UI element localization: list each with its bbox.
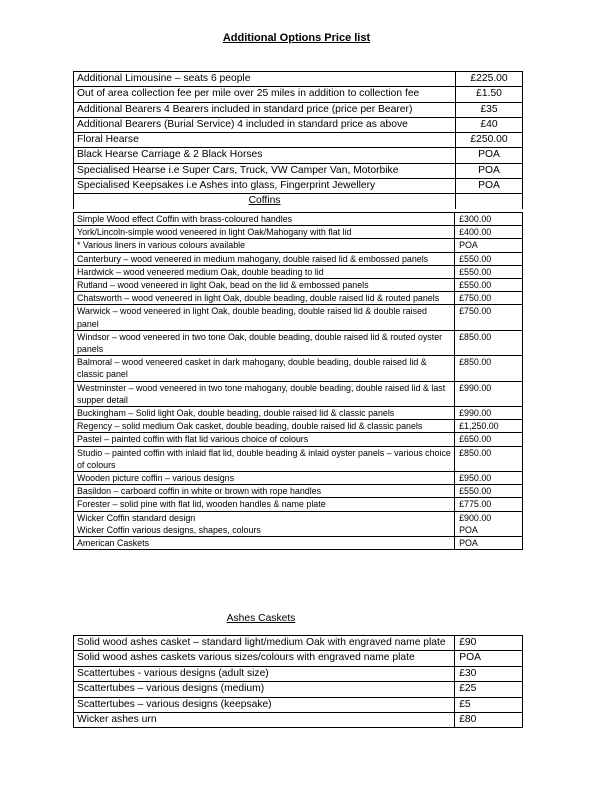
ashes-row xyxy=(74,713,523,728)
ashes-row xyxy=(74,666,523,681)
coffin-price: £850.00 xyxy=(455,356,523,381)
wicker-row xyxy=(74,511,523,536)
option-price: £250.00 xyxy=(456,133,523,148)
coffin-price: £550.00 xyxy=(455,252,523,265)
coffin-row xyxy=(74,330,523,355)
option-row xyxy=(74,179,523,194)
coffin-row xyxy=(74,407,523,420)
option-desc: Floral Hearse xyxy=(74,133,456,148)
page-title: Additional Options Price list xyxy=(222,32,371,44)
ashes-price: £30 xyxy=(455,666,523,681)
coffin-row xyxy=(74,381,523,406)
option-price: £225.00 xyxy=(456,72,523,87)
option-price: £1.50 xyxy=(456,87,523,102)
coffin-row xyxy=(74,239,523,252)
coffin-row xyxy=(74,213,523,226)
coffin-row xyxy=(74,305,523,330)
option-desc: Specialised Keepsakes i.e Ashes into glass, Fingerprint Jewellery xyxy=(74,179,456,194)
option-desc: Specialised Hearse i.e Super Cars, Truck, VW Camper Van, Motorbike xyxy=(74,163,456,178)
option-price: POA xyxy=(456,163,523,178)
coffin-desc: Forester – solid pine with flat lid, wooden handles & name plate xyxy=(74,498,455,511)
coffin-desc: Warwick – wood veneered in light Oak, double beading, double raised lid & double raised panel xyxy=(74,305,455,330)
american-row xyxy=(74,537,523,550)
coffin-row xyxy=(74,252,523,265)
ashes-desc: Solid wood ashes caskets various sizes/colours with engraved name plate xyxy=(74,651,455,666)
coffin-price: £990.00 xyxy=(455,381,523,406)
coffin-desc: Basildon – carboard coffin in white or brown with rope handles xyxy=(74,485,455,498)
coffin-price: POA xyxy=(455,239,523,252)
coffin-row xyxy=(74,356,523,381)
coffin-desc: Simple Wood effect Coffin with brass-coloured handles xyxy=(74,213,455,226)
coffin-desc: Rutland – wood veneered in light Oak, bead on the lid & embossed panels xyxy=(74,279,455,292)
ashes-price: POA xyxy=(455,651,523,666)
coffin-price: £750.00 xyxy=(455,305,523,330)
option-row xyxy=(74,148,523,163)
coffin-row xyxy=(74,446,523,471)
option-desc: Additional Bearers 4 Bearers included in standard price (price per Bearer) xyxy=(74,102,456,117)
option-desc: Out of area collection fee per mile over 25 miles in addition to collection fee xyxy=(74,87,456,102)
coffin-row xyxy=(74,433,523,446)
wicker-various-price: POA xyxy=(459,524,478,535)
coffin-desc: York/Lincoln-simple wood veneered in light Oak/Mahogany with flat lid xyxy=(74,226,455,239)
coffin-price: £400.00 xyxy=(455,226,523,239)
coffin-price: £990.00 xyxy=(455,407,523,420)
option-price: POA xyxy=(456,148,523,163)
option-desc: Additional Limousine – seats 6 people xyxy=(74,72,456,87)
wicker-standard-desc: Wicker Coffin standard design xyxy=(77,512,196,523)
coffin-desc: Canterbury – wood veneered in medium mahogany, double raised lid & embossed panels xyxy=(74,252,455,265)
ashes-table xyxy=(73,635,523,728)
coffin-price: £850.00 xyxy=(455,446,523,471)
coffin-desc: Wooden picture coffin – various designs xyxy=(74,472,455,485)
ashes-desc: Scattertubes – various designs (keepsake) xyxy=(74,697,455,712)
coffin-price: £300.00 xyxy=(455,213,523,226)
coffin-row xyxy=(74,498,523,511)
coffin-row xyxy=(74,292,523,305)
ashes-row xyxy=(74,651,523,666)
coffin-row xyxy=(74,226,523,239)
coffin-row xyxy=(74,485,523,498)
option-row xyxy=(74,87,523,102)
coffin-row xyxy=(74,420,523,433)
coffins-table xyxy=(73,212,523,550)
coffin-price: £850.00 xyxy=(455,330,523,355)
coffin-price: £550.00 xyxy=(455,279,523,292)
ashes-desc: Scattertubes - various designs (adult size) xyxy=(74,666,455,681)
option-row xyxy=(74,72,523,87)
coffins-heading-row xyxy=(74,194,523,209)
coffin-desc: * Various liners in various colours available xyxy=(74,239,455,252)
ashes-price: £90 xyxy=(455,636,523,651)
option-price: POA xyxy=(456,179,523,194)
coffin-desc: Regency – solid medium Oak casket, double beading, double raised lid & classic panels xyxy=(74,420,455,433)
american-price: POA xyxy=(455,537,523,550)
coffin-row xyxy=(74,472,523,485)
option-desc: Additional Bearers (Burial Service) 4 included in standard price as above xyxy=(74,117,456,132)
option-row xyxy=(74,163,523,178)
option-row xyxy=(74,117,523,132)
coffin-desc: Westminster – wood veneered in two tone mahogany, double beading, double raised lid & last supper detail xyxy=(74,381,455,406)
coffin-desc: Windsor – wood veneered in two tone Oak, double beading, double raised lid & routed oyster panels xyxy=(74,330,455,355)
ashes-desc: Solid wood ashes casket – standard light/medium Oak with engraved name plate xyxy=(74,636,455,651)
ashes-desc: Wicker ashes urn xyxy=(74,713,455,728)
coffin-desc: Studio – painted coffin with inlaid flat lid, double beading & inlaid oyster panels – various choice of colours xyxy=(74,446,455,471)
option-price: £40 xyxy=(456,117,523,132)
american-desc: American Caskets xyxy=(74,537,455,550)
coffin-price: £550.00 xyxy=(455,485,523,498)
coffin-price: £1,250.00 xyxy=(455,420,523,433)
ashes-row xyxy=(74,682,523,697)
coffin-price: £650.00 xyxy=(455,433,523,446)
ashes-price: £80 xyxy=(455,713,523,728)
wicker-various-desc: Wicker Coffin various designs, shapes, colours xyxy=(77,524,261,535)
option-row xyxy=(74,133,523,148)
ashes-price: £25 xyxy=(455,682,523,697)
coffin-price: £750.00 xyxy=(455,292,523,305)
coffin-desc: Chatsworth – wood veneered in light Oak, double beading, double raised lid & routed panels xyxy=(74,292,455,305)
coffin-price: £550.00 xyxy=(455,265,523,278)
coffin-desc: Pastel – painted coffin with flat lid various choice of colours xyxy=(74,433,455,446)
ashes-row xyxy=(74,697,523,712)
ashes-heading: Ashes Caskets xyxy=(226,613,296,624)
ashes-price: £5 xyxy=(455,697,523,712)
option-row xyxy=(74,102,523,117)
wicker-standard-price: £900.00 xyxy=(459,512,492,523)
coffin-price: £775.00 xyxy=(455,498,523,511)
options-table xyxy=(73,71,523,209)
coffins-heading: Coffins xyxy=(74,194,456,209)
ashes-desc: Scattertubes – various designs (medium) xyxy=(74,682,455,697)
coffin-desc: Buckingham – Solid light Oak, double beading, double raised lid & classic panels xyxy=(74,407,455,420)
option-desc: Black Hearse Carriage & 2 Black Horses xyxy=(74,148,456,163)
coffin-row xyxy=(74,279,523,292)
option-price: £35 xyxy=(456,102,523,117)
coffin-desc: Hardwick – wood veneered medium Oak, double beading to lid xyxy=(74,265,455,278)
coffin-price: £950.00 xyxy=(455,472,523,485)
ashes-row xyxy=(74,636,523,651)
coffin-desc: Balmoral – wood veneered casket in dark mahogany, double beading, double raised lid & classic panel xyxy=(74,356,455,381)
coffin-row xyxy=(74,265,523,278)
